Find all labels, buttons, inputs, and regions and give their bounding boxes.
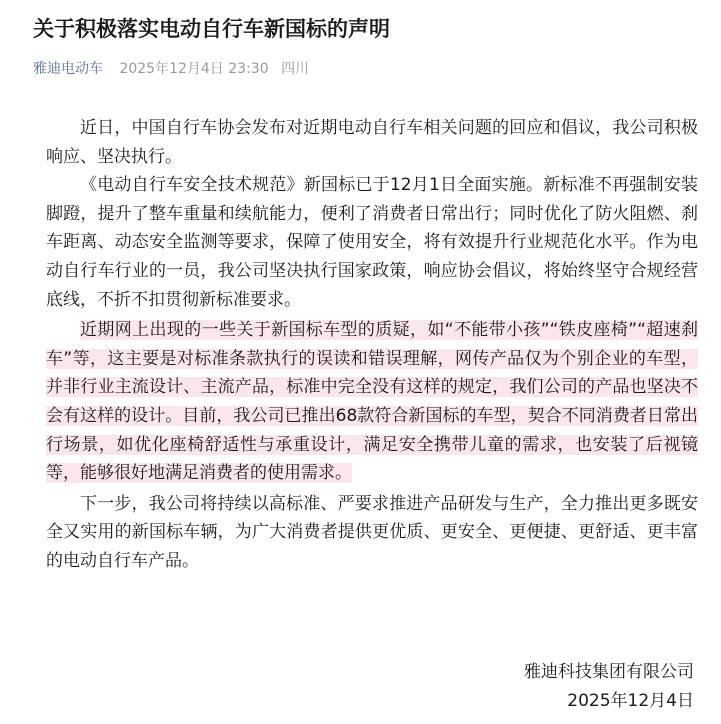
signature-block: [524, 658, 694, 716]
signature-date: 2025年12月4日: [567, 691, 694, 711]
account-name-link[interactable]: 雅迪电动车: [33, 61, 103, 77]
publish-datetime: 2025年12月4日 23:30: [119, 61, 269, 77]
paragraph-3: [46, 316, 698, 488]
signature-company: 雅迪科技集团有限公司: [524, 662, 694, 682]
article-meta: [33, 58, 309, 80]
article-title: 关于积极落实电动自行车新国标的声明: [33, 17, 390, 41]
highlighted-text: 近期网上出现的一些关于新国标车型的质疑，如“不能带小孩”“铁皮座椅”“超速刹车”等，这主要是对标准条款执行的误读和错误理解，网传产品仅为个别企业的车型，并非行业主流设计、主流产品，标准中完全没有这样的规定，我们公司的产品也坚决不会有这样的设计。目前，我公司已推出68款符合新国标的车型，契合不同消费者日常出行场景，如优化座椅舒适性与承重设计，满足安全携带儿童的需求，也安装了后视镜等，能够很好地满足消费者的使用需求。: [46, 320, 698, 484]
paragraph-1: 近日，中国自行车协会发布对近期电动自行车相关问题的回应和倡议，我公司积极响应、坚决执行。: [46, 118, 698, 167]
article-body: [46, 114, 698, 576]
publish-location: 四川: [281, 61, 310, 77]
paragraph-4: 下一步，我公司将持续以高标准、严要求推进产品研发与生产，全力推出更多既安全又实用的新国标车辆，为广大消费者提供更优质、更安全、更便捷、更舒适、更丰富的电动自行车产品。: [46, 493, 698, 571]
paragraph-2: 《电动自行车安全技术规范》新国标已于12月1日全面实施。新标准不再强制安装脚蹬，提升了整车重量和续航能力，便利了消费者日常出行；同时优化了防火阻燃、刹车距离、动态安全监测等要求，保障了使用安全，将有效提升行业规范化水平。作为电动自行车行业的一员，我公司坚决执行国家政策，响应协会倡议，将始终坚守合规经营底线，不折不扣贯彻新标准要求。: [46, 175, 698, 310]
